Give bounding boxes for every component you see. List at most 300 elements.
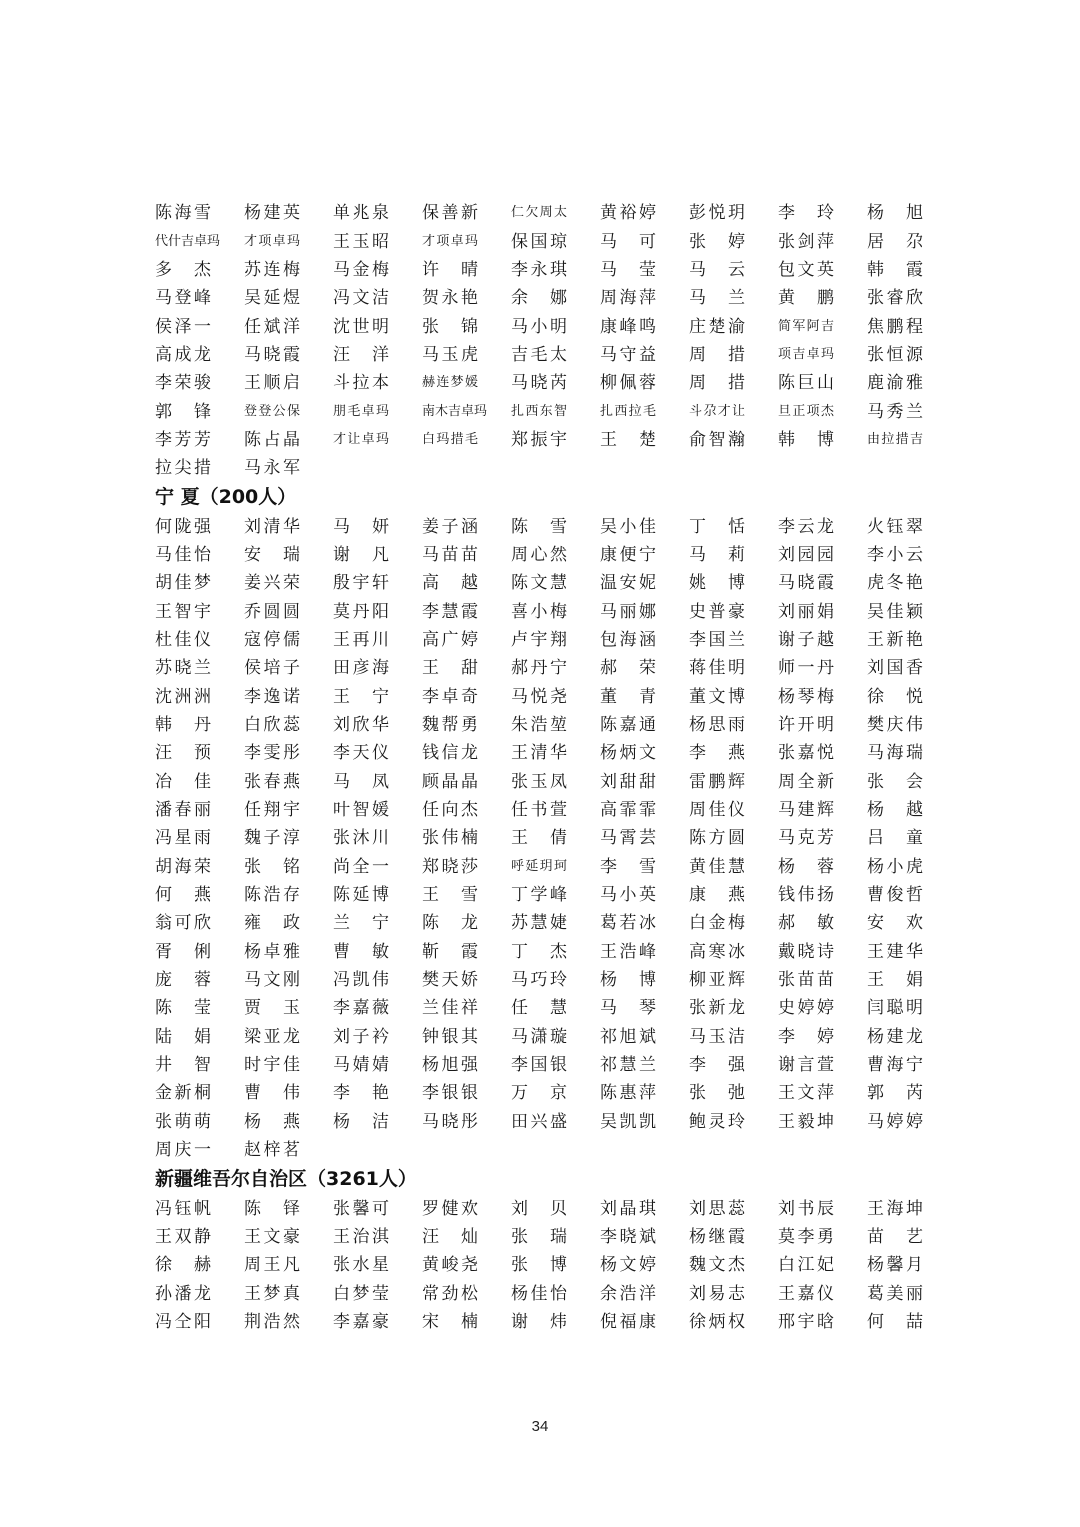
name-entry: 董文博: [689, 686, 745, 707]
name-entry: 侯泽一: [155, 316, 211, 337]
name-entry: 张玉凤: [511, 771, 567, 792]
name-entry: 张沐川: [333, 828, 389, 849]
name-entry: 姚博: [689, 573, 745, 594]
name-entry: 李天仪: [333, 743, 389, 764]
name-entry: 沈世明: [333, 316, 389, 337]
name-entry: 张恒源: [867, 344, 923, 365]
name-entry: 彭悦玥: [689, 203, 745, 224]
name-entry: 苗艺: [867, 1226, 923, 1247]
name-entry: 靳霞: [422, 941, 478, 962]
name-entry: 任翔宇: [244, 800, 300, 821]
name-entry: 陈惠萍: [600, 1083, 656, 1104]
name-entry: 赫连梦媛: [422, 375, 478, 391]
name-entry: 许晴: [422, 259, 478, 280]
xinjiang-name-grid: [155, 1194, 955, 1336]
name-entry: 董青: [600, 686, 656, 707]
name-entry: 刘贝: [511, 1198, 567, 1219]
name-entry: 拉尖措: [155, 458, 211, 479]
name-entry: 庄楚渝: [689, 316, 745, 337]
name-entry: 王建华: [867, 941, 923, 962]
name-entry: 才让卓玛: [333, 431, 389, 447]
name-entry: 吴凯凯: [600, 1111, 656, 1132]
name-entry: 马潇璇: [511, 1026, 567, 1047]
name-entry: 钱伟扬: [778, 885, 834, 906]
name-entry: 马永军: [244, 458, 300, 479]
name-entry: 任向杰: [422, 800, 478, 821]
name-entry: 魏帮勇: [422, 715, 478, 736]
name-entry: 宋楠: [422, 1311, 478, 1332]
name-entry: 祁旭斌: [600, 1026, 656, 1047]
name-entry: 顾晶晶: [422, 771, 478, 792]
name-entry: 王再川: [333, 629, 389, 650]
name-entry: 翁可欣: [155, 913, 211, 934]
name-entry: 马玉虎: [422, 344, 478, 365]
name-entry: 马悦尧: [511, 686, 567, 707]
name-entry: 呼延玥珂: [511, 858, 567, 874]
name-entry: 马登峰: [155, 288, 211, 309]
name-entry: 任斌洋: [244, 316, 300, 337]
name-entry: 康便宁: [600, 544, 656, 565]
name-entry: 张会: [867, 771, 923, 792]
name-entry: 苏连梅: [244, 259, 300, 280]
name-entry: 扎西东智: [511, 403, 567, 419]
name-entry: 汪灿: [422, 1226, 478, 1247]
name-entry: 南木吉卓玛: [422, 403, 488, 419]
name-entry: 马巧玲: [511, 970, 567, 991]
name-entry: 史普豪: [689, 601, 745, 622]
name-entry: 高越: [422, 573, 478, 594]
name-entry: 樊庆伟: [867, 715, 923, 736]
name-entry: 钟银其: [422, 1026, 478, 1047]
name-entry: 简军阿吉: [778, 318, 834, 334]
name-entry: 时宇佳: [244, 1055, 300, 1076]
name-entry: 姜子涵: [422, 516, 478, 537]
name-entry: 李银银: [422, 1083, 478, 1104]
name-entry: 李荣骏: [155, 373, 211, 394]
name-entry: 马云: [689, 259, 745, 280]
name-entry: 王娟: [867, 970, 923, 991]
name-entry: 史婷婷: [778, 998, 834, 1019]
name-entry: 郝荣: [600, 658, 656, 679]
name-entry: 王海坤: [867, 1198, 923, 1219]
name-entry: 丁杰: [511, 941, 567, 962]
name-entry: 陈海雪: [155, 203, 211, 224]
name-entry: 丁学峰: [511, 885, 567, 906]
name-entry: 余娜: [511, 288, 567, 309]
name-entry: 斗尕才让: [689, 403, 745, 419]
name-entry: 张伟楠: [422, 828, 478, 849]
name-entry: 吉毛太: [511, 344, 567, 365]
name-entry: 李婷: [778, 1026, 834, 1047]
name-entry: 扎西拉毛: [600, 403, 656, 419]
name-entry: 李国银: [511, 1055, 567, 1076]
name-entry: 焦鹏程: [867, 316, 923, 337]
name-entry: 倪福康: [600, 1311, 656, 1332]
name-entry: 李晓斌: [600, 1226, 656, 1247]
name-entry: 田彦海: [333, 658, 389, 679]
name-entry: 吕童: [867, 828, 923, 849]
name-entry: 刘清华: [244, 516, 300, 537]
name-entry: 王顺启: [244, 373, 300, 394]
name-entry: 马小明: [511, 316, 567, 337]
name-entry: 李永琪: [511, 259, 567, 280]
name-entry: 葛若冰: [600, 913, 656, 934]
name-entry: 刘甜甜: [600, 771, 656, 792]
name-entry: 何喆: [867, 1311, 923, 1332]
name-entry: 张弛: [689, 1083, 745, 1104]
name-entry: 陆娟: [155, 1026, 211, 1047]
name-entry: 贺永艳: [422, 288, 478, 309]
name-entry: 陈嘉通: [600, 715, 656, 736]
name-entry: 周措: [689, 373, 745, 394]
name-entry: 刘国香: [867, 658, 923, 679]
name-entry: 保善新: [422, 203, 478, 224]
name-entry: 陈巨山: [778, 373, 834, 394]
name-entry: 刘欣华: [333, 715, 389, 736]
name-entry: 雷鹏辉: [689, 771, 745, 792]
name-entry: 马丽娜: [600, 601, 656, 622]
name-entry: 康峰鸣: [600, 316, 656, 337]
name-entry: 杨蓉: [778, 856, 834, 877]
name-entry: 金新桐: [155, 1083, 211, 1104]
name-entry: 刘易志: [689, 1283, 745, 1304]
name-entry: 马建辉: [778, 800, 834, 821]
name-entry: 胥俐: [155, 941, 211, 962]
name-entry: 冯星雨: [155, 828, 211, 849]
name-entry: 曹俊哲: [867, 885, 923, 906]
name-entry: 王雪: [422, 885, 478, 906]
name-entry: 周心然: [511, 544, 567, 565]
name-entry: 马秀兰: [867, 401, 923, 422]
name-entry: 郝丹宁: [511, 658, 567, 679]
name-entry: 王浩峰: [600, 941, 656, 962]
name-entry: 周措: [689, 344, 745, 365]
name-entry: 井智: [155, 1055, 211, 1076]
top-name-grid: [155, 199, 955, 482]
name-entry: 潘春丽: [155, 800, 211, 821]
section-heading-xinjiang: 新疆维吾尔自治区（3261人）: [155, 1168, 417, 1191]
name-entry: 周全新: [778, 771, 834, 792]
name-entry: 马玉洁: [689, 1026, 745, 1047]
name-entry: 胡海荣: [155, 856, 211, 877]
name-entry: 高广婷: [422, 629, 478, 650]
name-entry: 王倩: [511, 828, 567, 849]
name-entry: 王梦真: [244, 1283, 300, 1304]
name-entry: 王智宇: [155, 601, 211, 622]
name-entry: 马佳怡: [155, 544, 211, 565]
name-entry: 杨博: [600, 970, 656, 991]
name-entry: 吴延煜: [244, 288, 300, 309]
name-entry: 王毅坤: [778, 1111, 834, 1132]
name-entry: 祁慧兰: [600, 1055, 656, 1076]
name-entry: 马可: [600, 231, 656, 252]
name-entry: 王甜: [422, 658, 478, 679]
name-entry: 马兰: [689, 288, 745, 309]
name-entry: 马文刚: [244, 970, 300, 991]
name-entry: 包海涵: [600, 629, 656, 650]
name-entry: 徐炳权: [689, 1311, 745, 1332]
name-entry: 多杰: [155, 259, 211, 280]
name-entry: 李雪: [600, 856, 656, 877]
name-entry: 陈莹: [155, 998, 211, 1019]
name-entry: 登登公保: [244, 403, 300, 419]
name-entry: 旦正项杰: [778, 403, 834, 419]
name-entry: 魏文杰: [689, 1255, 745, 1276]
name-entry: 项吉卓玛: [778, 346, 834, 362]
name-entry: 吴小佳: [600, 516, 656, 537]
name-entry: 高成龙: [155, 344, 211, 365]
name-entry: 庞蓉: [155, 970, 211, 991]
name-entry: 单兆泉: [333, 203, 389, 224]
name-entry: 温安妮: [600, 573, 656, 594]
section-heading-ningxia: 宁 夏（200人）: [155, 486, 297, 509]
name-entry: 田兴盛: [511, 1111, 567, 1132]
name-entry: 沈洲洲: [155, 686, 211, 707]
name-entry: 张婷: [689, 231, 745, 252]
name-entry: 白金梅: [689, 913, 745, 934]
name-entry: 杨洁: [333, 1111, 389, 1132]
name-entry: 张剑萍: [778, 231, 834, 252]
name-entry: 蒋佳明: [689, 658, 745, 679]
name-entry: 邢宇晗: [778, 1311, 834, 1332]
name-entry: 杨燕: [244, 1111, 300, 1132]
name-entry: 冶佳: [155, 771, 211, 792]
name-entry: 周海萍: [600, 288, 656, 309]
name-entry: 李强: [689, 1055, 745, 1076]
name-entry: 闫聪明: [867, 998, 923, 1019]
name-entry: 吴佳颖: [867, 601, 923, 622]
name-entry: 安瑞: [244, 544, 300, 565]
name-entry: 白欣蕊: [244, 715, 300, 736]
name-entry: 马晓霞: [244, 344, 300, 365]
name-entry: 戴晓诗: [778, 941, 834, 962]
name-entry: 张瑞: [511, 1226, 567, 1247]
name-entry: 马金梅: [333, 259, 389, 280]
name-entry: 兰佳祥: [422, 998, 478, 1019]
name-entry: 才项卓玛: [244, 233, 300, 249]
name-entry: 汪洋: [333, 344, 389, 365]
name-entry: 刘园园: [778, 544, 834, 565]
name-entry: 马守益: [600, 344, 656, 365]
name-entry: 陈方圆: [689, 828, 745, 849]
name-entry: 杨继霞: [689, 1226, 745, 1247]
name-entry: 曹海宁: [867, 1055, 923, 1076]
name-entry: 马妍: [333, 516, 389, 537]
name-entry: 张春燕: [244, 771, 300, 792]
name-entry: 殷宇轩: [333, 573, 389, 594]
name-entry: 陈占晶: [244, 429, 300, 450]
name-entry: 杨卓雅: [244, 941, 300, 962]
name-entry: 韩博: [778, 429, 834, 450]
name-entry: 虎冬艳: [867, 573, 923, 594]
name-entry: 包文英: [778, 259, 834, 280]
name-entry: 郑振宇: [511, 429, 567, 450]
name-entry: 曹伟: [244, 1083, 300, 1104]
name-entry: 马莹: [600, 259, 656, 280]
name-entry: 王新艳: [867, 629, 923, 650]
name-entry: 白梦莹: [333, 1283, 389, 1304]
name-entry: 张嘉悦: [778, 743, 834, 764]
name-entry: 由拉措吉: [867, 431, 923, 447]
name-entry: 王治淇: [333, 1226, 389, 1247]
name-entry: 杨思雨: [689, 715, 745, 736]
name-entry: 王嘉仪: [778, 1283, 834, 1304]
name-entry: 张睿欣: [867, 288, 923, 309]
name-entry: 杨馨月: [867, 1255, 923, 1276]
name-entry: 张馨可: [333, 1198, 389, 1219]
name-entry: 郭芮: [867, 1083, 923, 1104]
name-entry: 安欢: [867, 913, 923, 934]
name-entry: 陈龙: [422, 913, 478, 934]
name-entry: 孙潘龙: [155, 1283, 211, 1304]
name-entry: 王宁: [333, 686, 389, 707]
name-entry: 荆浩然: [244, 1311, 300, 1332]
name-entry: 马婧婧: [333, 1055, 389, 1076]
name-entry: 姜兴荣: [244, 573, 300, 594]
name-entry: 谢子越: [778, 629, 834, 650]
name-entry: 张锦: [422, 316, 478, 337]
name-entry: 任慧: [511, 998, 567, 1019]
name-entry: 韩霞: [867, 259, 923, 280]
name-entry: 叶智媛: [333, 800, 389, 821]
name-entry: 李小云: [867, 544, 923, 565]
name-entry: 刘子衿: [333, 1026, 389, 1047]
name-entry: 杨炳文: [600, 743, 656, 764]
name-entry: 马莉: [689, 544, 745, 565]
name-entry: 周庆一: [155, 1140, 211, 1161]
name-entry: 丁恬: [689, 516, 745, 537]
name-entry: 马晓芮: [511, 373, 567, 394]
name-entry: 冯钰帆: [155, 1198, 211, 1219]
name-entry: 王文豪: [244, 1226, 300, 1247]
name-entry: 康燕: [689, 885, 745, 906]
name-entry: 马婷婷: [867, 1111, 923, 1132]
name-entry: 赵梓茗: [244, 1140, 300, 1161]
name-entry: 黄峻尧: [422, 1255, 478, 1276]
name-entry: 王文萍: [778, 1083, 834, 1104]
name-entry: 李雯彤: [244, 743, 300, 764]
name-entry: 谢凡: [333, 544, 389, 565]
name-entry: 李云龙: [778, 516, 834, 537]
name-entry: 柳佩蓉: [600, 373, 656, 394]
name-entry: 马晓霞: [778, 573, 834, 594]
name-entry: 杨旭: [867, 203, 923, 224]
name-entry: 杨小虎: [867, 856, 923, 877]
name-entry: 朋毛卓玛: [333, 403, 389, 419]
name-entry: 马海瑞: [867, 743, 923, 764]
name-entry: 任书萱: [511, 800, 567, 821]
name-entry: 李卓奇: [422, 686, 478, 707]
name-entry: 何陇强: [155, 516, 211, 537]
name-entry: 王楚: [600, 429, 656, 450]
name-entry: 钱信龙: [422, 743, 478, 764]
name-entry: 兰宁: [333, 913, 389, 934]
name-entry: 鹿渝雅: [867, 373, 923, 394]
name-entry: 葛美丽: [867, 1283, 923, 1304]
name-entry: 柳亚辉: [689, 970, 745, 991]
name-entry: 徐赫: [155, 1255, 211, 1276]
name-entry: 何燕: [155, 885, 211, 906]
name-entry: 高霏霏: [600, 800, 656, 821]
name-entry: 万京: [511, 1083, 567, 1104]
name-entry: 余浩洋: [600, 1283, 656, 1304]
name-entry: 李逸诺: [244, 686, 300, 707]
name-entry: 马凤: [333, 771, 389, 792]
name-entry: 代什吉卓玛: [155, 233, 221, 249]
name-entry: 才项卓玛: [422, 233, 478, 249]
name-entry: 喜小梅: [511, 601, 567, 622]
name-entry: 王双静: [155, 1226, 211, 1247]
name-entry: 冯凯伟: [333, 970, 389, 991]
name-entry: 郝敏: [778, 913, 834, 934]
name-entry: 张博: [511, 1255, 567, 1276]
name-entry: 樊天娇: [422, 970, 478, 991]
name-entry: 杨建龙: [867, 1026, 923, 1047]
name-entry: 李芳芳: [155, 429, 211, 450]
name-entry: 马小英: [600, 885, 656, 906]
name-entry: 斗拉本: [333, 373, 389, 394]
name-entry: 李艳: [333, 1083, 389, 1104]
name-entry: 胡佳梦: [155, 573, 211, 594]
name-entry: 杜佳仪: [155, 629, 211, 650]
name-entry: 刘晶琪: [600, 1198, 656, 1219]
name-list-page: [155, 199, 955, 1336]
name-entry: 高寒冰: [689, 941, 745, 962]
name-entry: 谢炜: [511, 1311, 567, 1332]
name-entry: 韩丹: [155, 715, 211, 736]
name-entry: 杨佳怡: [511, 1283, 567, 1304]
name-entry: 侯培子: [244, 658, 300, 679]
name-entry: 郭锋: [155, 401, 211, 422]
name-entry: 王清华: [511, 743, 567, 764]
name-entry: 罗健欢: [422, 1198, 478, 1219]
name-entry: 仁欠周太: [511, 205, 567, 221]
name-entry: 马琴: [600, 998, 656, 1019]
name-entry: 贾玉: [244, 998, 300, 1019]
name-entry: 保国琼: [511, 231, 567, 252]
name-entry: 徐悦: [867, 686, 923, 707]
name-entry: 白玛措毛: [422, 431, 478, 447]
name-entry: 李燕: [689, 743, 745, 764]
name-entry: 杨琴梅: [778, 686, 834, 707]
name-entry: 曹敏: [333, 941, 389, 962]
name-entry: 师一丹: [778, 658, 834, 679]
name-entry: 鲍灵玲: [689, 1111, 745, 1132]
name-entry: 刘丽娟: [778, 601, 834, 622]
name-entry: 俞智瀚: [689, 429, 745, 450]
name-entry: 李国兰: [689, 629, 745, 650]
name-entry: 苏晓兰: [155, 658, 211, 679]
name-entry: 汪预: [155, 743, 211, 764]
ningxia-name-grid: [155, 512, 955, 1164]
name-entry: 冯文洁: [333, 288, 389, 309]
name-entry: 朱浩堃: [511, 715, 567, 736]
name-entry: 周王凡: [244, 1255, 300, 1276]
name-entry: 苏慧婕: [511, 913, 567, 934]
name-entry: 杨越: [867, 800, 923, 821]
name-entry: 张铭: [244, 856, 300, 877]
name-entry: 陈延博: [333, 885, 389, 906]
name-entry: 莫丹阳: [333, 601, 389, 622]
name-entry: 杨建英: [244, 203, 300, 224]
name-entry: 寇停儒: [244, 629, 300, 650]
name-entry: 黄鹏: [778, 288, 834, 309]
name-entry: 白江妃: [778, 1255, 834, 1276]
name-entry: 陈浩存: [244, 885, 300, 906]
name-entry: 谢言萱: [778, 1055, 834, 1076]
name-entry: 张苗苗: [778, 970, 834, 991]
name-entry: 马苗苗: [422, 544, 478, 565]
